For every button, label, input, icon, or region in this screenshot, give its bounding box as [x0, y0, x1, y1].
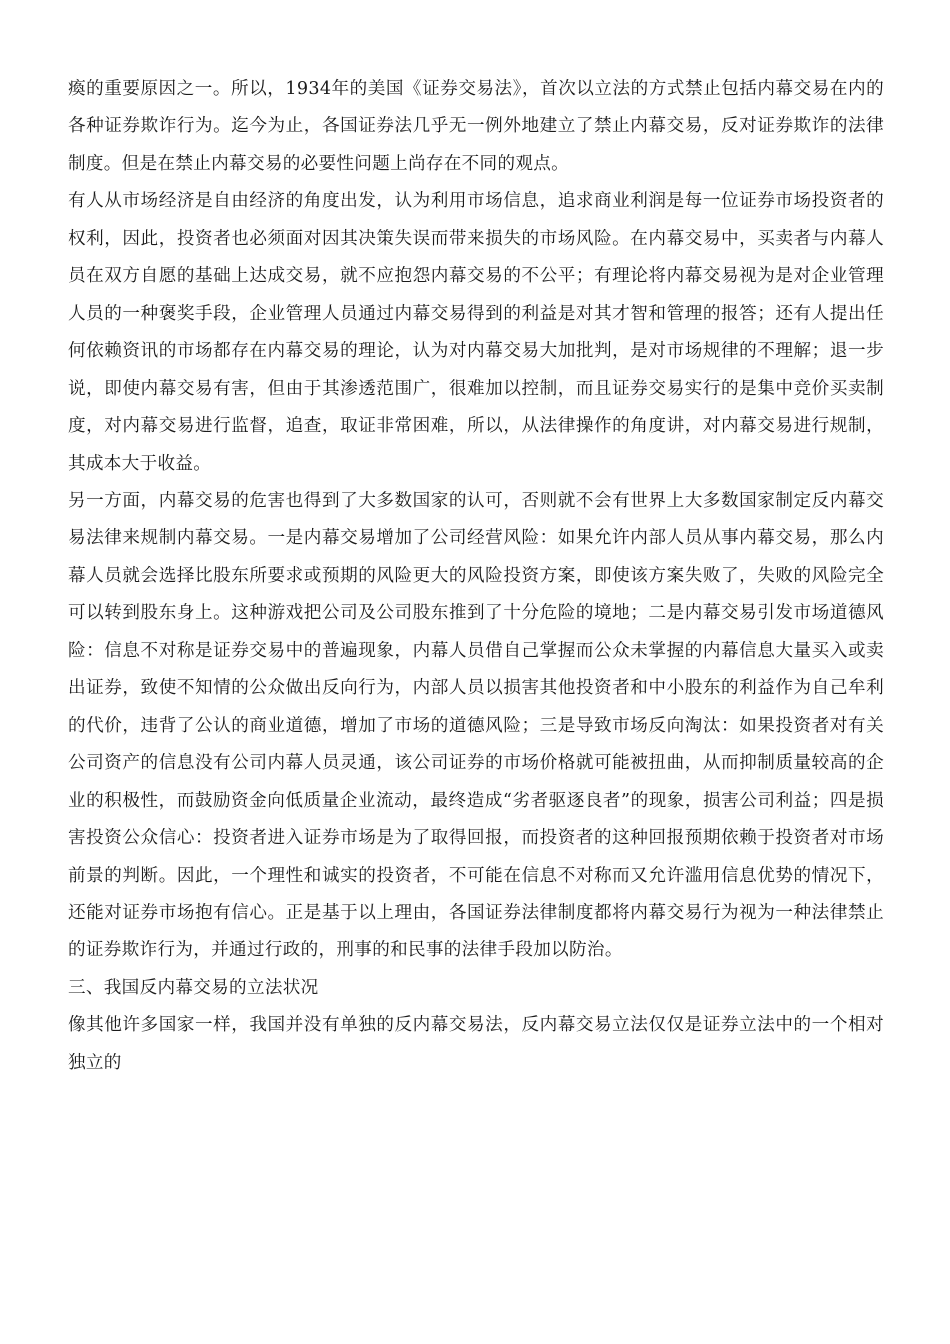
paragraph-legislation: 像其他许多国家一样，我国并没有单独的反内幕交易法，反内幕交易立法仅仅是证券立法中的一个相对独立的	[68, 1015, 884, 1073]
paragraph-harms: 另一方面，内幕交易的危害也得到了大多数国家的认可，否则就不会有世界上大多数国家制定反内幕交易法律来规制内幕交易。一是内幕交易增加了公司经营风险：如果允许内部人员从事内幕交易，那么内幕人员就会选择比股东所要求或预期的风险更大的风险投资方案，即使该方案失败了，失败的风险完全可以转到股东身上。这种游戏把公司及公司股东推到了十分危险的境地；二是内幕交易引发市场道德风险：信息不对称是证券交易中的普遍现象，内幕人员借自己掌握而公众未掌握的内幕信息大量买入或卖出证券，致使不知情的公众做出反向行为，内部人员以损害其他投资者和中小股东的利益作为自己牟利的代价，违背了公认的商业道德，增加了市场的道德风险；三是导致市场反向淘汰：如果投资者对有关公司资产的信息没有公司内幕人员灵通，该公司证券的市场价格就可能被扭曲，从而抑制质量较高的企业的积极性，而鼓励资金向低质量企业流动，最终造成“劣者驱逐良者”的现象，损害公司利益；四是损害投资公众信心：投资者进入证券市场是为了取得回报，而投资者的这种回报预期依赖于投资者对市场前景的判断。因此，一个理性和诚实的投资者，不可能在信息不对称而又允许滥用信息优势的情况下，还能对证券市场抱有信心。正是基于以上理由，各国证券法律制度都将内幕交易行为视为一种法律禁止的证券欺诈行为，并通过行政的，刑事的和民事的法律手段加以防治。	[68, 490, 884, 961]
paragraph-opposing-view: 有人从市场经济是自由经济的角度出发，认为利用市场信息，追求商业利润是每一位证券市场投资者的权利，因此，投资者也必须面对因其决策失误而带来损失的市场风险。在内幕交易中，买卖者与内幕人员在双方自愿的基础上达成交易，就不应抱怨内幕交易的不公平；有理论将内幕交易视为是对企业管理人员的一种褒奖手段，企业管理人员通过内幕交易得到的利益是对其才智和管理的报答；还有人提出任何依赖资讯的市场都存在内幕交易的理论，认为对内幕交易大加批判，是对市场规律的不理解；退一步说，即使内幕交易有害，但由于其渗透范围广，很难加以控制，而且证券交易实行的是集中竞价买卖制度，对内幕交易进行监督，追查，取证非常困难，所以，从法律操作的角度讲，对内幕交易进行规制，其成本大于收益。	[68, 191, 884, 474]
section-heading: 三、我国反内幕交易的立法状况	[68, 977, 319, 998]
document-page	[68, 71, 884, 1082]
paragraph-history: 瘓的重要原因之一。所以，1934年的美国《证券交易法》，首次以立法的方式禁止包括内幕交易在内的各种证券欺诈行为。迄今为止，各国证券法几乎无一例外地建立了禁止内幕交易，反对证券欺诈的法律制度。但是在禁止内幕交易的必要性问题上尚存在不同的观点。	[68, 79, 884, 174]
